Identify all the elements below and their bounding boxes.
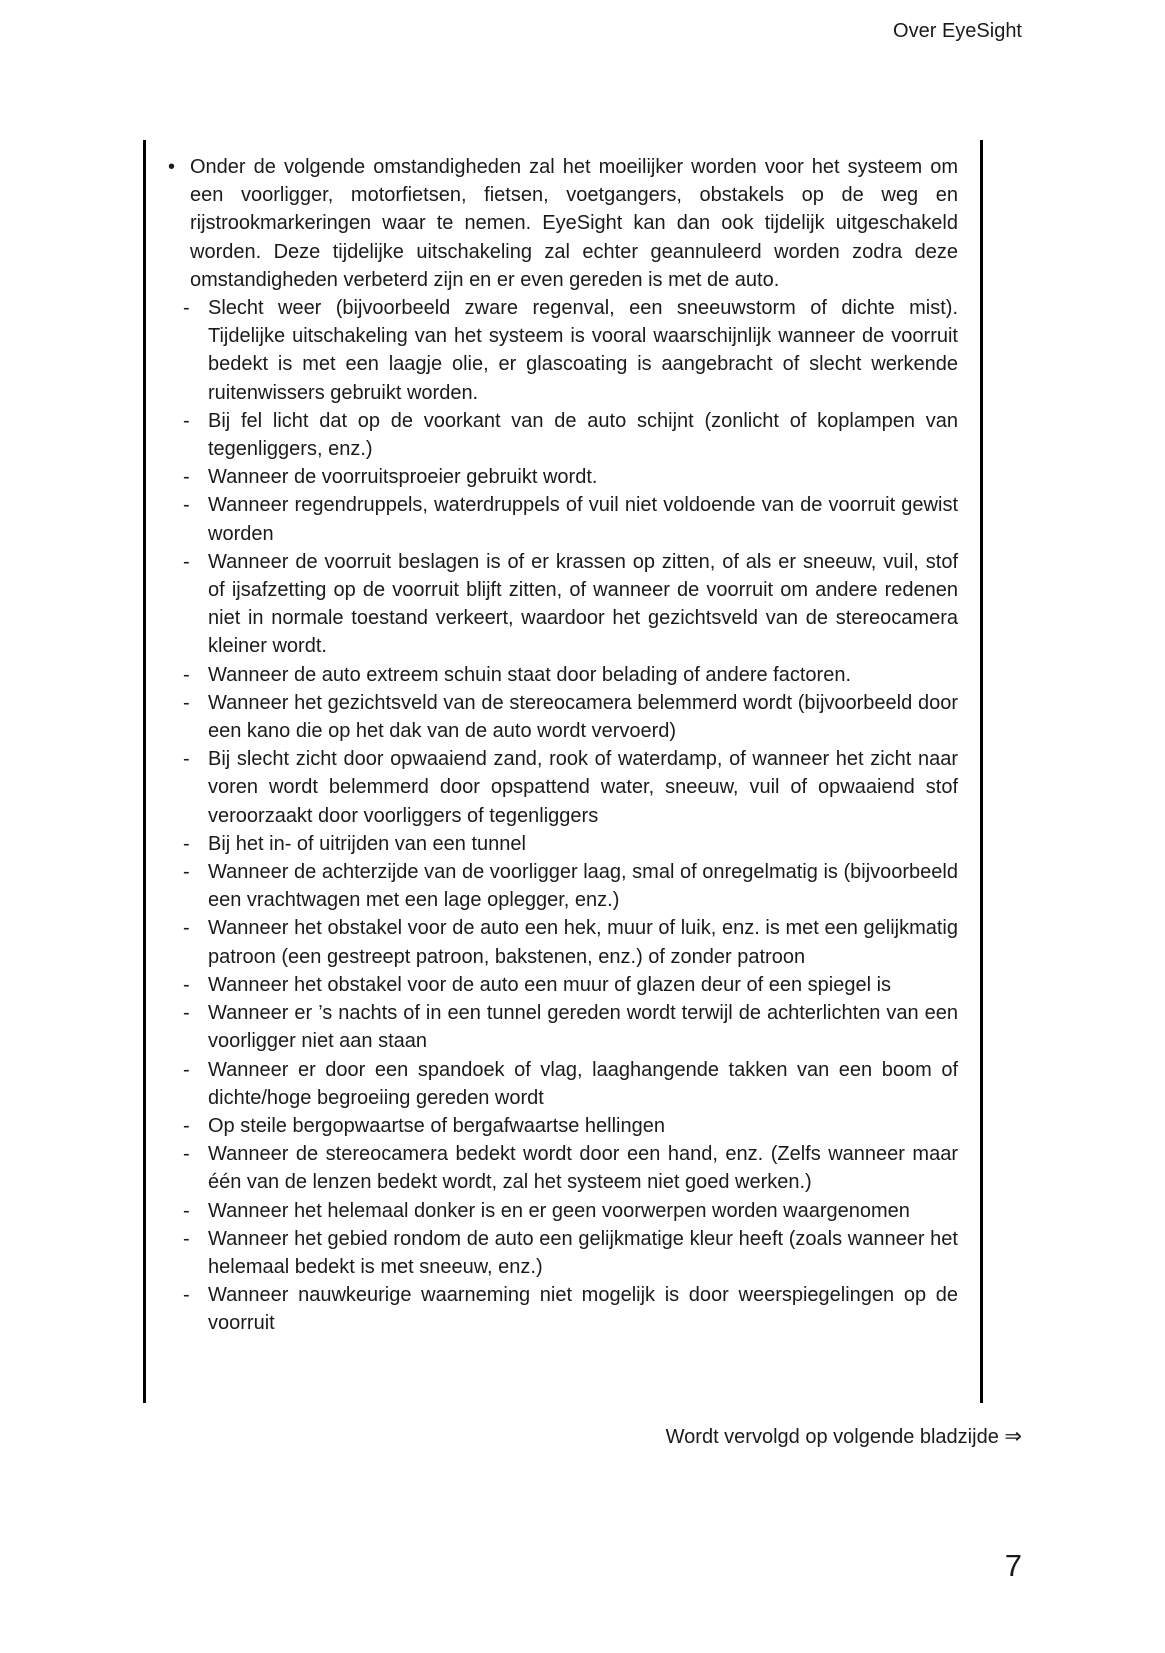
list-item-text: Wanneer de auto extreem schuin staat door belading of andere factoren.: [208, 663, 851, 686]
list-item: [183, 1197, 958, 1225]
list-item: [183, 407, 958, 463]
list-item-text: Wanneer regendruppels, waterdruppels of vuil niet voldoende van de voorruit gewist worden: [208, 494, 958, 545]
dash-marker: -: [183, 691, 190, 714]
continuation-note: [143, 1424, 1022, 1450]
list-item: [183, 463, 958, 491]
list-item: [183, 971, 958, 999]
list-item: [183, 294, 958, 407]
dash-marker: -: [183, 466, 190, 489]
list-item: [183, 858, 958, 914]
dash-marker: -: [183, 1284, 190, 1307]
content-box: [143, 140, 983, 1403]
dash-marker: -: [183, 494, 190, 517]
dash-marker: -: [183, 973, 190, 996]
list-item-text: Wanneer de voorruit beslagen is of er krassen op zitten, of als er sneeuw, vuil, stof of ijsafzetting op de voorruit blijft zitten, of wanneer de voorruit om andere redenen niet in normale toestand verkeert, waardoor het gezichtsveld van de stereocamera kleiner wordt.: [208, 550, 958, 658]
list-item-text: Bij slecht zicht door opwaaiend zand, rook of waterdamp, of wanneer het zicht naar voren wordt belemmerd door opspattend water, sneeuw, vuil of opwaaiend stof veroorzaakt door voorliggers of tegenliggers: [208, 748, 958, 827]
list-item-text: Wanneer het obstakel voor de auto een hek, muur of luik, enz. is met een gelijkmatig patroon (een gestreept patroon, bakstenen, enz.) of zonder patroon: [208, 917, 958, 968]
bullet-item: [168, 153, 958, 294]
dash-marker: -: [183, 1114, 190, 1137]
list-item: [183, 1281, 958, 1337]
dash-marker: -: [183, 409, 190, 432]
arrow-right-icon: ⇒: [1004, 1425, 1022, 1448]
dash-marker: -: [183, 1002, 190, 1025]
list-item-text: Op steile bergopwaartse of bergafwaartse hellingen: [208, 1114, 665, 1137]
dash-marker: -: [183, 861, 190, 884]
list-item-text: Bij fel licht dat op de voorkant van de auto schijnt (zonlicht of koplampen van tegenliggers, enz.): [208, 409, 958, 461]
list-item: [183, 1112, 958, 1140]
page-header: [143, 19, 1022, 43]
page-number: 7: [1004, 1548, 1022, 1583]
list-item: [183, 1225, 958, 1281]
dash-marker: -: [183, 1058, 190, 1081]
list-item-text: Wanneer nauwkeurige waarneming niet mogelijk is door weerspiegelingen op de voorruit: [208, 1284, 958, 1335]
list-item: [183, 914, 958, 970]
continuation-text: Wordt vervolgd op volgende bladzijde: [665, 1426, 999, 1448]
dash-marker: -: [183, 832, 190, 855]
list-item-text: Wanneer het gebied rondom de auto een gelijkmatige kleur heeft (zoals wanneer het helemaal bedekt is met sneeuw, enz.): [208, 1227, 958, 1278]
dash-marker: -: [183, 663, 190, 686]
list-item-text: Wanneer het helemaal donker is en er geen voorwerpen worden waargenomen: [208, 1199, 910, 1222]
list-item: [183, 999, 958, 1055]
list-item-text: Wanneer er door een spandoek of vlag, laaghangende takken van een boom of dichte/hoge begroeiing gereden wordt: [208, 1058, 958, 1109]
list-item-text: Wanneer de stereocamera bedekt wordt door een hand, enz. (Zelfs wanneer maar één van de lenzen bedekt wordt, zal het systeem niet goed werken.): [208, 1143, 958, 1194]
dash-marker: -: [183, 1143, 190, 1166]
list-item-text: Slecht weer (bijvoorbeeld zware regenval, een sneeuwstorm of dichte mist). Tijdelijke uitschakeling van het systeem is vooral waarschijnlijk wanneer de voorruit bedekt is met een laagje olie, er glascoating is aangebracht of slecht werkende ruitenwissers gebruikt worden.: [208, 297, 958, 404]
dash-marker: -: [183, 550, 190, 573]
list-item: [183, 661, 958, 689]
list-item-text: Wanneer het gezichtsveld van de stereocamera belemmerd wordt (bijvoorbeeld door een kano die op het dak van de auto wordt vervoerd): [208, 691, 958, 743]
list-item: [183, 830, 958, 858]
dash-marker: -: [183, 917, 190, 940]
list-item-text: Wanneer de achterzijde van de voorligger laag, smal of onregelmatig is (bijvoorbeeld een vrachtwagen met een lage oplegger, enz.): [208, 861, 958, 912]
list-item-text: Wanneer het obstakel voor de auto een muur of glazen deur of een spiegel is: [208, 973, 892, 996]
list-item: [183, 689, 958, 745]
list-item-text: Wanneer de voorruitsproeier gebruikt wordt.: [208, 466, 598, 489]
list-item-text: Bij het in- of uitrijden van een tunnel: [208, 832, 526, 855]
bullet-icon: •: [168, 156, 176, 178]
dash-marker: -: [183, 748, 190, 771]
list-item: [183, 1140, 958, 1196]
list-item: [183, 1056, 958, 1112]
list-item: [183, 548, 958, 661]
list-item: [183, 745, 958, 830]
sub-item-list: [183, 294, 958, 1338]
list-item-text: Wanneer er ’s nachts of in een tunnel gereden wordt terwijl de achterlichten van een voorligger niet aan staan: [208, 1002, 958, 1053]
dash-marker: -: [183, 1199, 190, 1222]
header-title: Over EyeSight: [893, 20, 1022, 42]
list-item: [183, 491, 958, 547]
dash-marker: -: [183, 297, 190, 320]
dash-marker: -: [183, 1227, 190, 1250]
bullet-intro-text: Onder de volgende omstandigheden zal het moeilijker worden voor het systeem om een voorligger, motorfietsen, fietsen, voetgangers, obstakels op de weg en rijstrookmarkeringen waar te nemen. EyeSight kan dan ook tijdelijk uitgeschakeld worden. Deze tijdelijke uitschakeling zal echter geannuleerd worden zodra deze omstandigheden verbeterd zijn en er even gereden is met de auto.: [190, 156, 958, 291]
